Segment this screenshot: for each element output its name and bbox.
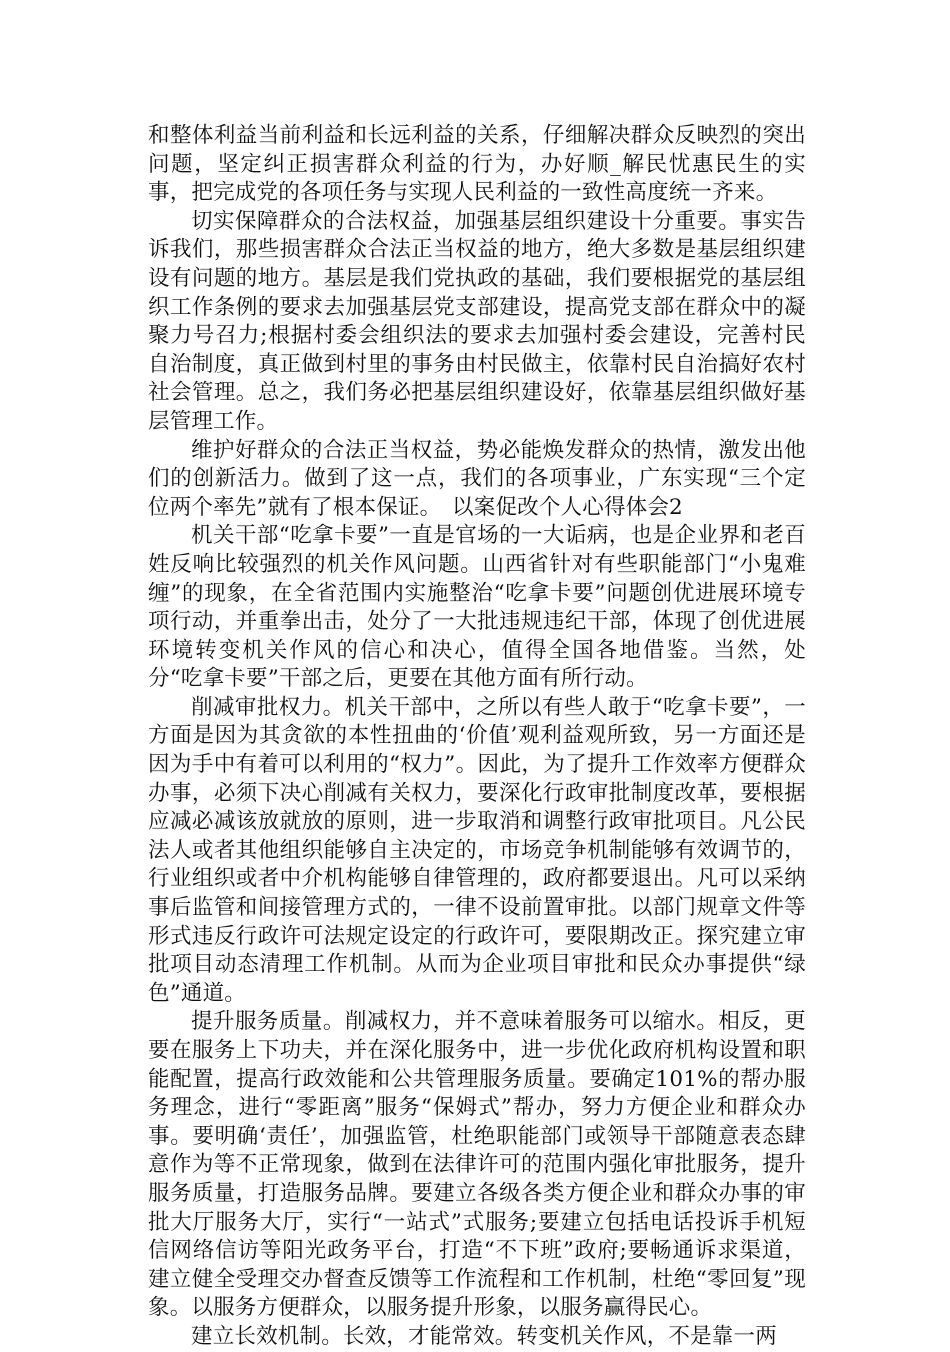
paragraph-3	[148, 437, 806, 523]
section-title: 以案促改个人心得体会2	[452, 494, 683, 520]
paragraph-7: 建立长效机制。长效，才能常效。转变机关作风，不是靠一两	[191, 1323, 777, 1349]
document-body	[148, 122, 806, 1352]
paragraph-4: 机关干部“吃拿卡要”一直是官场的一大诟病，也是企业界和老百姓反响比较强烈的机关作风问题。山西省针对有些职能部门“小鬼难缠”的现象，在全省范围内实施整治“吃拿卡要”问题创优进展环境专项行动，并重拳出击，处分了一大批违规违纪干部，体现了创优进展环境转变机关作风的信心和决心，值得全国各地借鉴。当然，处分“吃拿卡要”干部之后，更要在其他方面有所行动。	[148, 523, 806, 692]
paragraph-5: 削减审批权力。机关干部中，之所以有些人敢于“吃拿卡要”，一方面是因为其贪欲的本性扭曲的‘价值’观利益观所致，另一方面还是因为手中有着可以利用的“权力”。因此，为了提升工作效率方便群众办事，必须下决心削减有关权力，要深化行政审批制度改革，要根据应减必减该放就放的原则，进一步取消和调整行政审批项目。凡公民法人或者其他组织能够自主决定的，市场竞争机制能够有效调节的，行业组织或者中介机构能够自律管理的，政府都要退出。凡可以采纳事后监管和间接管理方式的，一律不设前置审批。以部门规章文件等形式违反行政许可法规定设定的行政许可，要限期改正。探究建立审批项目动态清理工作机制。从而为企业项目审批和民众办事提供“绿色”通道。	[148, 694, 806, 1006]
paragraph-6: 提升服务质量。削减权力，并不意味着服务可以缩水。相反，更要在服务上下功夫，并在深化服务中，进一步优化政府机构设置和职能配置，提高行政效能和公共管理服务质量。要确定101%的帮办服务理念，进行“零距离”服务“保姆式”帮办，努力方便企业和群众办事。要明确‘责任’，加强监管，杜绝职能部门或领导干部随意表态肆意作为等不正常现象，做到在法律许可的范围内强化审批服务，提升服务质量，打造服务品牌。要建立各级各类方便企业和群众办事的审批大厅服务大厅，实行“一站式”式服务;要建立包括电话投诉手机短信网络信访等阳光政务平台，打造“不下班”政府;要畅通诉求渠道，建立健全受理交办督查反馈等工作流程和工作机制，杜绝“零回复”现象。以服务方便群众，以服务提升形象，以服务赢得民心。	[148, 1009, 806, 1321]
paragraph-3-text: 维护好群众的合法正当权益，势必能焕发群众的热情，激发出他们的创新活力。做到了这一点，我们的各项事业，广东实现“三个定位两个率先”就有了根本保证。	[148, 437, 806, 520]
paragraph-1: 和整体利益当前利益和长远利益的关系，仔细解决群众反映烈的突出问题，坚定纠正损害群众利益的行为，办好顺_解民忧惠民生的实事，把完成党的各项任务与实现人民利益的一致性高度统一齐来。	[148, 123, 806, 206]
paragraph-2: 切实保障群众的合法权益，加强基层组织建设十分重要。事实告诉我们，那些损害群众合法正当权益的地方，绝大多数是基层组织建设有问题的地方。基层是我们党执政的基础，我们要根据党的基层组织工作条例的要求去加强基层党支部建设，提高党支部在群众中的凝聚力号召力;根据村委会组织法的要求去加强村委会建设，完善村民自治制度，真正做到村里的事务由村民做主，依靠村民自治搞好农村社会管理。总之，我们务必把基层组织建设好，依靠基层组织做好基层管理工作。	[148, 208, 806, 434]
